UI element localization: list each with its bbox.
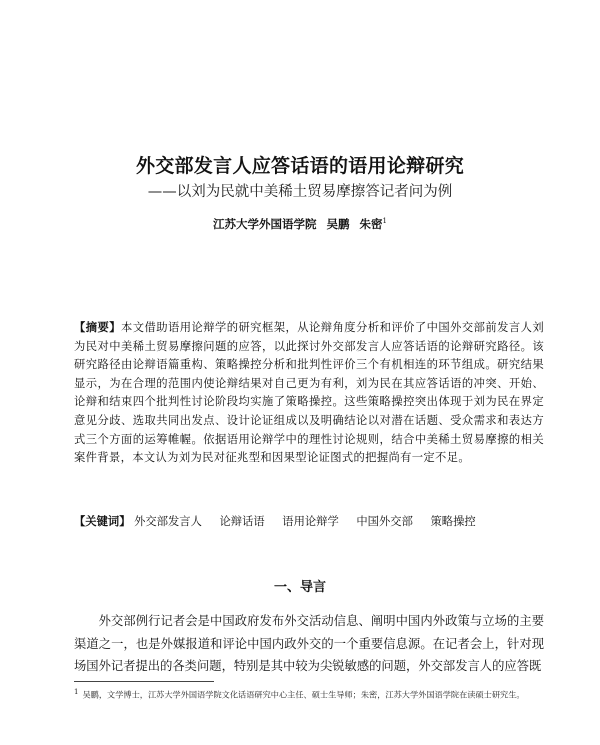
paper-title: 外交部发言人应答话语的语用论辩研究 <box>135 155 465 177</box>
keyword: 策略操控 <box>430 515 476 528</box>
footnote-divider <box>74 681 214 682</box>
paper-subtitle: ——以刘为民就中美稀土贸易摩擦答记者问为例 <box>147 184 453 200</box>
affiliation: 江苏大学外国语学院 <box>213 217 317 231</box>
footnote-number: 1 <box>74 688 79 696</box>
author-line <box>0 216 600 232</box>
author-name-1: 吴鹏 <box>326 217 350 231</box>
keyword: 中国外交部 <box>356 515 413 528</box>
footnote <box>74 686 544 701</box>
abstract-label: 【摘要】 <box>74 321 122 334</box>
body-paragraph: 外交部例行记者会是中国政府发布外交活动信息、阐明中国内外政策与立场的主要渠道之一，也是外媒报道和评论中国内政外交的一个重要信息源。在记者会上，针对现场国外记者提出的各类问题，特别是其中较为尖锐敏感的问题，外交部发言人的应答既 <box>74 614 544 673</box>
author-name-2: 朱密$^1$ <box>359 217 387 231</box>
keyword: 论辩话语 <box>219 515 265 528</box>
abstract <box>74 319 544 468</box>
abstract-text: 本文借助语用论辩学的研究框架，从论辩角度分析和评价了中国外交部前发言人刘为民对中美稀土贸易摩擦问题的应答，以此探讨外交部发言人应答话语的论辩研究路径。该研究路径由论辩语篇重构、策略操控分析和批判性评价三个有机相连的环节组成。研究结果显示，为在合理的范围内使论辩结果对自己更为有利，刘为民在其应答话语的冲突、开始、论辩和结束四个批判性讨论阶段均实施了策略操控。这些策略操控突出体现于刘为民在界定意见分歧、选取共同出发点、设计论证组成以及明确结论以对潜在话题、受众需求和表达方式三个方面的运筹帷幄。依据语用论辩学中的理性讨论规则，结合中美稀土贸易摩擦的相关案件背景，本文认为刘为民对征兆型和因果型论证图式的把握尚有一定不足。 <box>74 321 544 465</box>
section-heading: 一、导言 <box>273 580 326 595</box>
footnote-marker: 1 <box>382 217 387 226</box>
keywords <box>74 513 554 529</box>
keywords-label: 【关键词】 <box>74 515 131 528</box>
footnote-text: 吴鹏，文学博士，江苏大学外国语学院文化话语研究中心主任、硕士生导师；朱密，江苏大学外国语学院在读硕士研究生。 <box>82 689 525 700</box>
keyword: 语用论辩学 <box>282 515 339 528</box>
keyword: 外交部发言人 <box>134 515 202 528</box>
